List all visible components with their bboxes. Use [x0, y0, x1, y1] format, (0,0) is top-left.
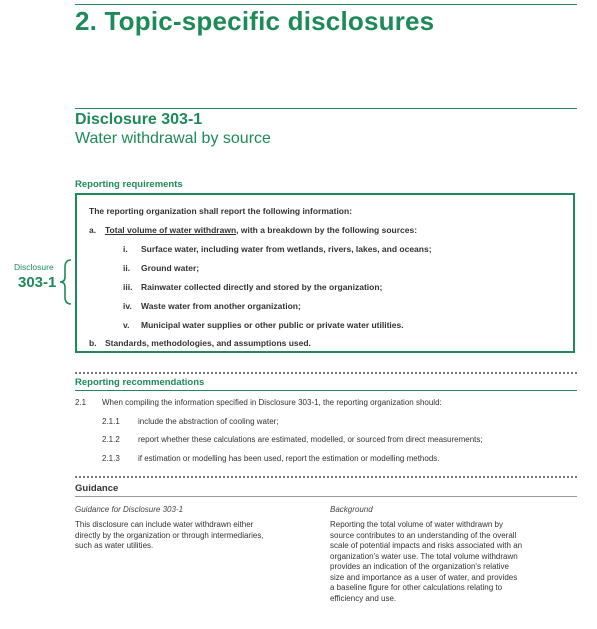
dotted-divider-2: [75, 476, 577, 478]
item-a: [105, 225, 417, 235]
subitem-v-marker: v.: [123, 320, 130, 330]
guidance-right-line: efficiency and use.: [330, 593, 397, 603]
subitem-i: Surface water, including water from wetlands, rivers, lakes, and oceans;: [141, 244, 432, 254]
recommendations-rule: [75, 390, 577, 391]
reporting-requirements-heading: Reporting requirements: [75, 179, 183, 190]
guidance-right-title: Background: [330, 505, 373, 514]
guidance-right-line: size and importance as a user of water, and provides: [330, 572, 518, 582]
subitem-iii-marker: iii.: [123, 282, 133, 292]
guidance-left-line: such as water utilities.: [75, 541, 154, 550]
rec-subitem-3-marker: 2.1.3: [102, 454, 120, 463]
rec-item: When compiling the information specified in Disclosure 303-1, the reporting organization should:: [102, 398, 442, 407]
disclosure-rule: [75, 108, 577, 109]
guidance-right-paragraph: [330, 520, 580, 604]
subitem-i-marker: i.: [123, 244, 128, 254]
disclosure-number: Disclosure 303-1: [75, 111, 203, 128]
item-a-underlined: Total volume of water withdrawn: [105, 225, 237, 235]
curly-brace-icon: [59, 259, 73, 305]
requirements-box: [75, 193, 575, 353]
item-a-marker: a.: [89, 225, 97, 235]
rec-item-marker: 2.1: [75, 398, 87, 407]
side-disclosure-number: 303-1: [18, 274, 57, 291]
guidance-right-line: provides an indication of the organization's relative: [330, 562, 509, 571]
top-rule: [75, 4, 577, 5]
guidance-right-line: Reporting the total volume of water withdrawn by: [330, 520, 503, 529]
side-disclosure-label: Disclosure: [14, 262, 54, 272]
rec-subitem-2-marker: 2.1.2: [102, 435, 120, 444]
guidance-rule: [75, 496, 577, 497]
guidance-left-line: This disclosure can include water withdrawn either: [75, 520, 254, 529]
item-b: Standards, methodologies, and assumptions used.: [105, 338, 311, 348]
guidance-right-line: scale of potential impacts and risks associated with an: [330, 541, 523, 550]
disclosure-subtitle: Water withdrawal by source: [75, 130, 271, 147]
guidance-right-line: source contributes to an understanding of the overall: [330, 530, 517, 540]
subitem-ii: Ground water;: [141, 263, 200, 273]
rec-subitem-1-marker: 2.1.1: [102, 417, 120, 426]
guidance-heading: Guidance: [75, 483, 119, 494]
guidance-left-line: directly by the organization or through intermediaries,: [75, 530, 264, 540]
subitem-iii: Rainwater collected directly and stored by the organization;: [141, 282, 383, 292]
requirements-intro: The reporting organization shall report the following information:: [89, 206, 353, 216]
guidance-right-line: a baseline figure for other calculations relating to: [330, 583, 503, 592]
subitem-v: Municipal water supplies or other public or private water utilities.: [141, 320, 404, 330]
guidance-left-title: Guidance for Disclosure 303-1: [75, 505, 184, 514]
subitem-ii-marker: ii.: [123, 263, 131, 273]
dotted-divider: [75, 372, 577, 374]
reporting-recommendations-heading: Reporting recommendations: [75, 377, 205, 388]
item-a-rest: , with a breakdown by the following sources:: [236, 225, 418, 235]
rec-subitem-2: report whether these calculations are estimated, modelled, or sourced from direct measurements;: [138, 435, 483, 444]
guidance-right-line: organization's water use. The total volume withdrawn: [330, 551, 518, 561]
rec-subitem-1: include the abstraction of cooling water;: [138, 417, 279, 426]
rec-subitem-3: if estimation or modelling has been used, report the estimation or modelling methods.: [138, 454, 440, 463]
item-b-marker: b.: [89, 338, 97, 348]
subitem-iv: Waste water from another organization;: [141, 301, 301, 311]
guidance-left-paragraph: [75, 520, 315, 552]
section-title: 2. Topic-specific disclosures: [75, 6, 435, 36]
subitem-iv-marker: iv.: [123, 301, 132, 311]
